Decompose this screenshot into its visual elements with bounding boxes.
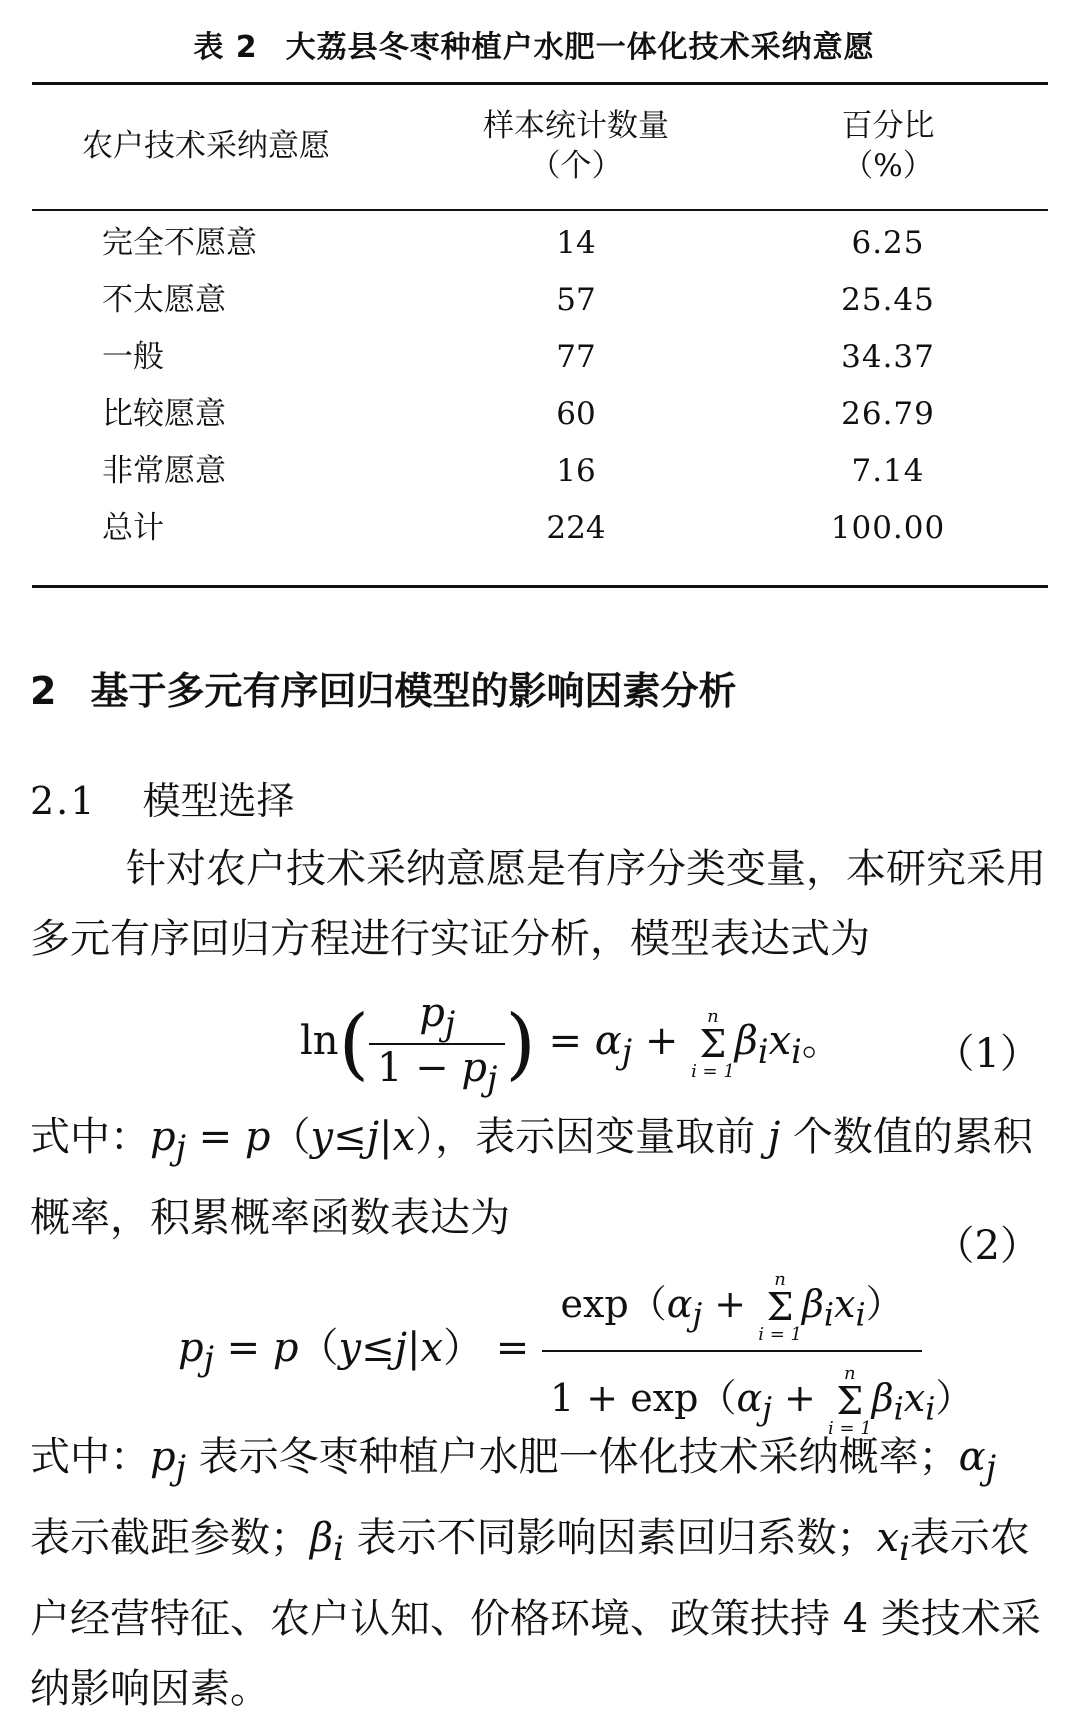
- row-count: 60: [556, 396, 596, 432]
- para-text: 表示冬枣种植户水肥一体化技术采纳概率；: [185, 1434, 959, 1480]
- inline-math-pj: $p_j = p(y\le j|x)$: [150, 1114, 436, 1167]
- equation-2: $p_j = p(y\le j|x)$ = $\exp(\alpha_j + n$ Σ $i = 1\beta_ix_i$） $1 + \exp(\alpha_j + n$ Σ $i = 1\beta_ix_i$）: [178, 1258, 922, 1444]
- row-percent: 26.79: [841, 396, 935, 432]
- row-count: 57: [556, 282, 596, 318]
- summation-symbol: n Σ i = 1: [691, 1005, 735, 1082]
- para-text: 表示农户经营特征、农户认知、价格环境、政策扶持 4 类技术采纳影响因素。: [30, 1515, 1041, 1712]
- subsection-heading: [30, 770, 294, 825]
- inline-math-pj: $p_j$: [150, 1434, 186, 1487]
- row-label: 比较愿意: [102, 396, 226, 432]
- table-header-rule: [32, 209, 1048, 211]
- inline-math-beta: $\beta_i$: [310, 1515, 344, 1568]
- row-label: 总计: [102, 510, 164, 546]
- equation-1: ln( $\frac{p_j}{1 - p_j}$ ) = $\alpha_j + n$ Σ $i = 1\beta_ix_i$。: [300, 990, 842, 1098]
- equation-1-number: （1）: [934, 1031, 1040, 1077]
- row-count: 224: [546, 510, 606, 546]
- section-number: 2: [30, 669, 57, 713]
- row-percent: 34.37: [841, 339, 935, 375]
- subsection-number: 2.1: [30, 779, 97, 823]
- table-header-count-label: 样本统计数量: [483, 108, 669, 144]
- table-header-willingness: 农户技术采纳意愿: [82, 128, 330, 164]
- row-percent: 100.00: [830, 510, 946, 546]
- table-header-percent: [768, 106, 1008, 186]
- eq1-fraction: $\frac{p_j}{1 - p_j}$: [369, 990, 505, 1098]
- table-caption-title: 大荔县冬枣种植户水肥一体化技术采纳意愿: [285, 30, 875, 65]
- row-label: 非常愿意: [102, 453, 226, 489]
- para-text: 式中：: [30, 1434, 150, 1480]
- para-text: 个数值的累积概率，积累概率函数表达为: [30, 1114, 1033, 1241]
- row-label: 不太愿意: [102, 282, 226, 318]
- table-header-count: [436, 106, 716, 186]
- paragraph-eq2-explanation: [30, 1422, 1046, 1724]
- table-top-rule: [32, 82, 1048, 85]
- row-percent: 25.45: [841, 282, 935, 318]
- table-caption-number: 表 2: [193, 30, 258, 65]
- row-count: 77: [556, 339, 596, 375]
- paragraph-eq1-explanation: [30, 1102, 1046, 1253]
- table-row-total: [0, 497, 1068, 559]
- equation-2-number: （2）: [934, 1223, 1040, 1269]
- para-text: 表示不同影响因素回归系数；: [343, 1515, 877, 1561]
- row-percent: 6.25: [851, 225, 925, 261]
- table-caption: [0, 22, 1068, 66]
- inline-math-j: j: [767, 1114, 781, 1160]
- para-text: 表示截距参数；: [30, 1515, 310, 1561]
- table-bottom-rule: [32, 585, 1048, 588]
- table-row: [0, 440, 1068, 502]
- section-title: 基于多元有序回归模型的影响因素分析: [90, 669, 737, 713]
- table-header-percent-label: 百分比: [841, 108, 935, 144]
- row-label: 完全不愿意: [102, 225, 257, 261]
- table-row: [0, 326, 1068, 388]
- table-header-percent-unit: （%）: [842, 148, 934, 184]
- table-row: [0, 212, 1068, 274]
- row-percent: 7.14: [851, 453, 925, 489]
- subsection-title: 模型选择: [142, 779, 295, 823]
- row-count: 14: [556, 225, 596, 261]
- eq2-fraction: $\exp(\alpha_j + n$ Σ $i = 1\beta_ix_i$） $1 + \exp(\alpha_j + n$ Σ $i = 1\beta_ix_i$）: [542, 1258, 922, 1444]
- table-row: [0, 383, 1068, 445]
- inline-math-x: $x_i$: [876, 1515, 910, 1568]
- para-text: ，表示因变量取前: [435, 1114, 768, 1160]
- table-header-count-unit: （个）: [529, 148, 623, 184]
- table-row: [0, 269, 1068, 331]
- inline-math-alpha: $\alpha_j$: [958, 1434, 997, 1487]
- section-heading: [30, 660, 736, 715]
- paragraph-model-intro: 针对农户技术采纳意愿是有序分类变量，本研究采用多元有序回归方程进行实证分析，模型表达式为: [30, 846, 1046, 962]
- row-count: 16: [556, 453, 596, 489]
- para-text: 式中：: [30, 1114, 150, 1160]
- row-label: 一般: [102, 339, 164, 375]
